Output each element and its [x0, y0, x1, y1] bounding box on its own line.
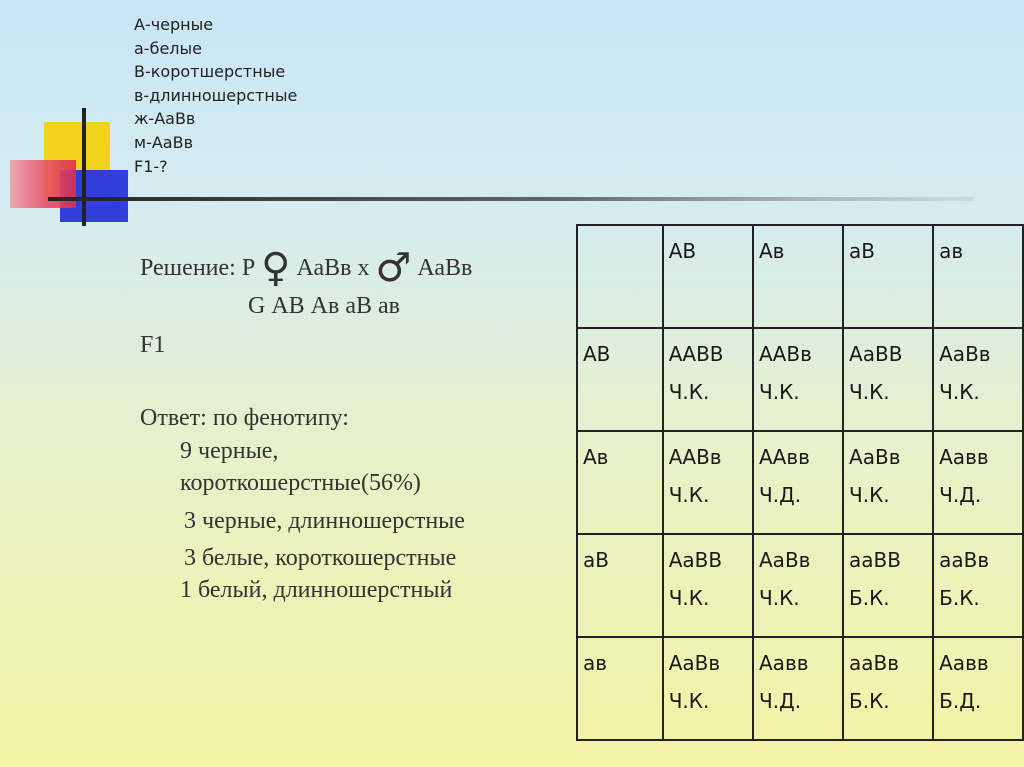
- gametes-line: G АВ Ав аВ ав: [248, 293, 400, 319]
- punnett-row-header: Ав: [577, 431, 663, 534]
- cell-genotype: АаВВ: [668, 548, 723, 572]
- female-symbol-icon: ♀: [261, 245, 291, 291]
- cell-phenotype: Ч.Д.: [759, 483, 802, 507]
- answer-title: Ответ: по фенотипу:: [140, 405, 349, 431]
- cell-phenotype: Ч.К.: [759, 380, 800, 404]
- answer-line-1a: 9 черные,: [180, 438, 279, 464]
- punnett-cell: [753, 534, 843, 637]
- cell-genotype: ААВв: [759, 342, 812, 366]
- cell-genotype: ААВВ: [668, 342, 724, 366]
- punnett-row-header: аВ: [577, 534, 663, 637]
- cell-phenotype: Ч.Д.: [759, 689, 802, 713]
- cell-phenotype: Ч.К.: [849, 380, 890, 404]
- cell-genotype: Аавв: [759, 651, 809, 675]
- punnett-cell: [753, 637, 843, 740]
- punnett-cell: [933, 534, 1023, 637]
- cell-genotype: АаВв: [939, 342, 991, 366]
- f1-label: F1: [140, 332, 166, 358]
- cell-phenotype: Б.Д.: [939, 689, 982, 713]
- punnett-column-header: Ав: [753, 225, 843, 328]
- female-genotype: АаВв х: [296, 255, 370, 281]
- punnett-cell: [843, 637, 933, 740]
- cell-phenotype: Ч.К.: [668, 689, 710, 713]
- cell-genotype: ааВв: [849, 651, 900, 675]
- punnett-cell: [933, 328, 1023, 431]
- punnett-row: [577, 637, 1023, 740]
- vertical-rule: [82, 108, 86, 226]
- punnett-cell: [843, 328, 933, 431]
- gene-legend: [134, 13, 297, 178]
- male-symbol-icon: ♂: [375, 245, 412, 291]
- answer-line-2: 3 черные, длинношерстные: [184, 508, 465, 534]
- answer-line-1b: короткошерстные(56%): [180, 470, 421, 496]
- cell-genotype: АаВВ: [849, 342, 903, 366]
- cell-genotype: АаВв: [759, 548, 811, 572]
- cell-phenotype: Ч.К.: [668, 483, 710, 507]
- cell-phenotype: Ч.Д.: [939, 483, 982, 507]
- solution-prefix: Решение: Р: [140, 255, 256, 281]
- punnett-cell: [933, 431, 1023, 534]
- punnett-row-header: ав: [577, 637, 663, 740]
- punnett-column-header: аВ: [843, 225, 933, 328]
- punnett-corner-cell: [577, 225, 663, 328]
- punnett-cell: [753, 328, 843, 431]
- cell-phenotype: Ч.К.: [759, 586, 800, 610]
- legend-line: а-белые: [134, 38, 202, 58]
- punnett-cell: [843, 534, 933, 637]
- cell-phenotype: Б.К.: [849, 586, 890, 610]
- legend-line: в-длинношерстные: [134, 85, 298, 105]
- legend-line: м-АаВв: [134, 132, 193, 152]
- cell-genotype: Аавв: [939, 445, 989, 469]
- punnett-row-header: АВ: [577, 328, 663, 431]
- punnett-square-table: [576, 224, 1024, 741]
- cell-genotype: ААВв: [668, 445, 722, 469]
- horizontal-rule: [48, 197, 974, 201]
- cell-genotype: ааВв: [939, 548, 990, 572]
- punnett-row: [577, 431, 1023, 534]
- cell-genotype: Аавв: [939, 651, 989, 675]
- cell-genotype: АаВв: [668, 651, 721, 675]
- punnett-row: [577, 534, 1023, 637]
- cell-phenotype: Ч.К.: [668, 586, 710, 610]
- punnett-cell: [933, 637, 1023, 740]
- punnett-column-header: АВ: [663, 225, 753, 328]
- cell-phenotype: Ч.К.: [849, 483, 890, 507]
- male-genotype: АаВв: [417, 255, 473, 281]
- cell-genotype: ааВВ: [849, 548, 901, 572]
- cell-genotype: ААвв: [759, 445, 810, 469]
- punnett-cell: [663, 431, 753, 534]
- cell-phenotype: Б.К.: [939, 586, 980, 610]
- cell-phenotype: Ч.К.: [939, 380, 980, 404]
- punnett-cell: [753, 431, 843, 534]
- punnett-row: [577, 328, 1023, 431]
- solution-cross-line: [140, 245, 473, 291]
- legend-line: F1-?: [134, 156, 168, 176]
- punnett-header-row: [577, 225, 1023, 328]
- legend-line: А-черные: [134, 15, 214, 34]
- punnett-cell: [663, 534, 753, 637]
- answer-line-3: 3 белые, короткошерстные: [184, 545, 457, 571]
- cell-phenotype: Ч.К.: [668, 380, 710, 404]
- cell-genotype: АаВв: [849, 445, 901, 469]
- answer-line-4: 1 белый, длинношерстный: [180, 577, 453, 603]
- punnett-cell: [843, 431, 933, 534]
- punnett-column-header: ав: [933, 225, 1023, 328]
- legend-line: В-коротшерстные: [134, 62, 286, 82]
- cell-phenotype: Б.К.: [849, 689, 890, 713]
- legend-line: ж-АаВв: [134, 109, 196, 129]
- punnett-cell: [663, 637, 753, 740]
- punnett-cell: [663, 328, 753, 431]
